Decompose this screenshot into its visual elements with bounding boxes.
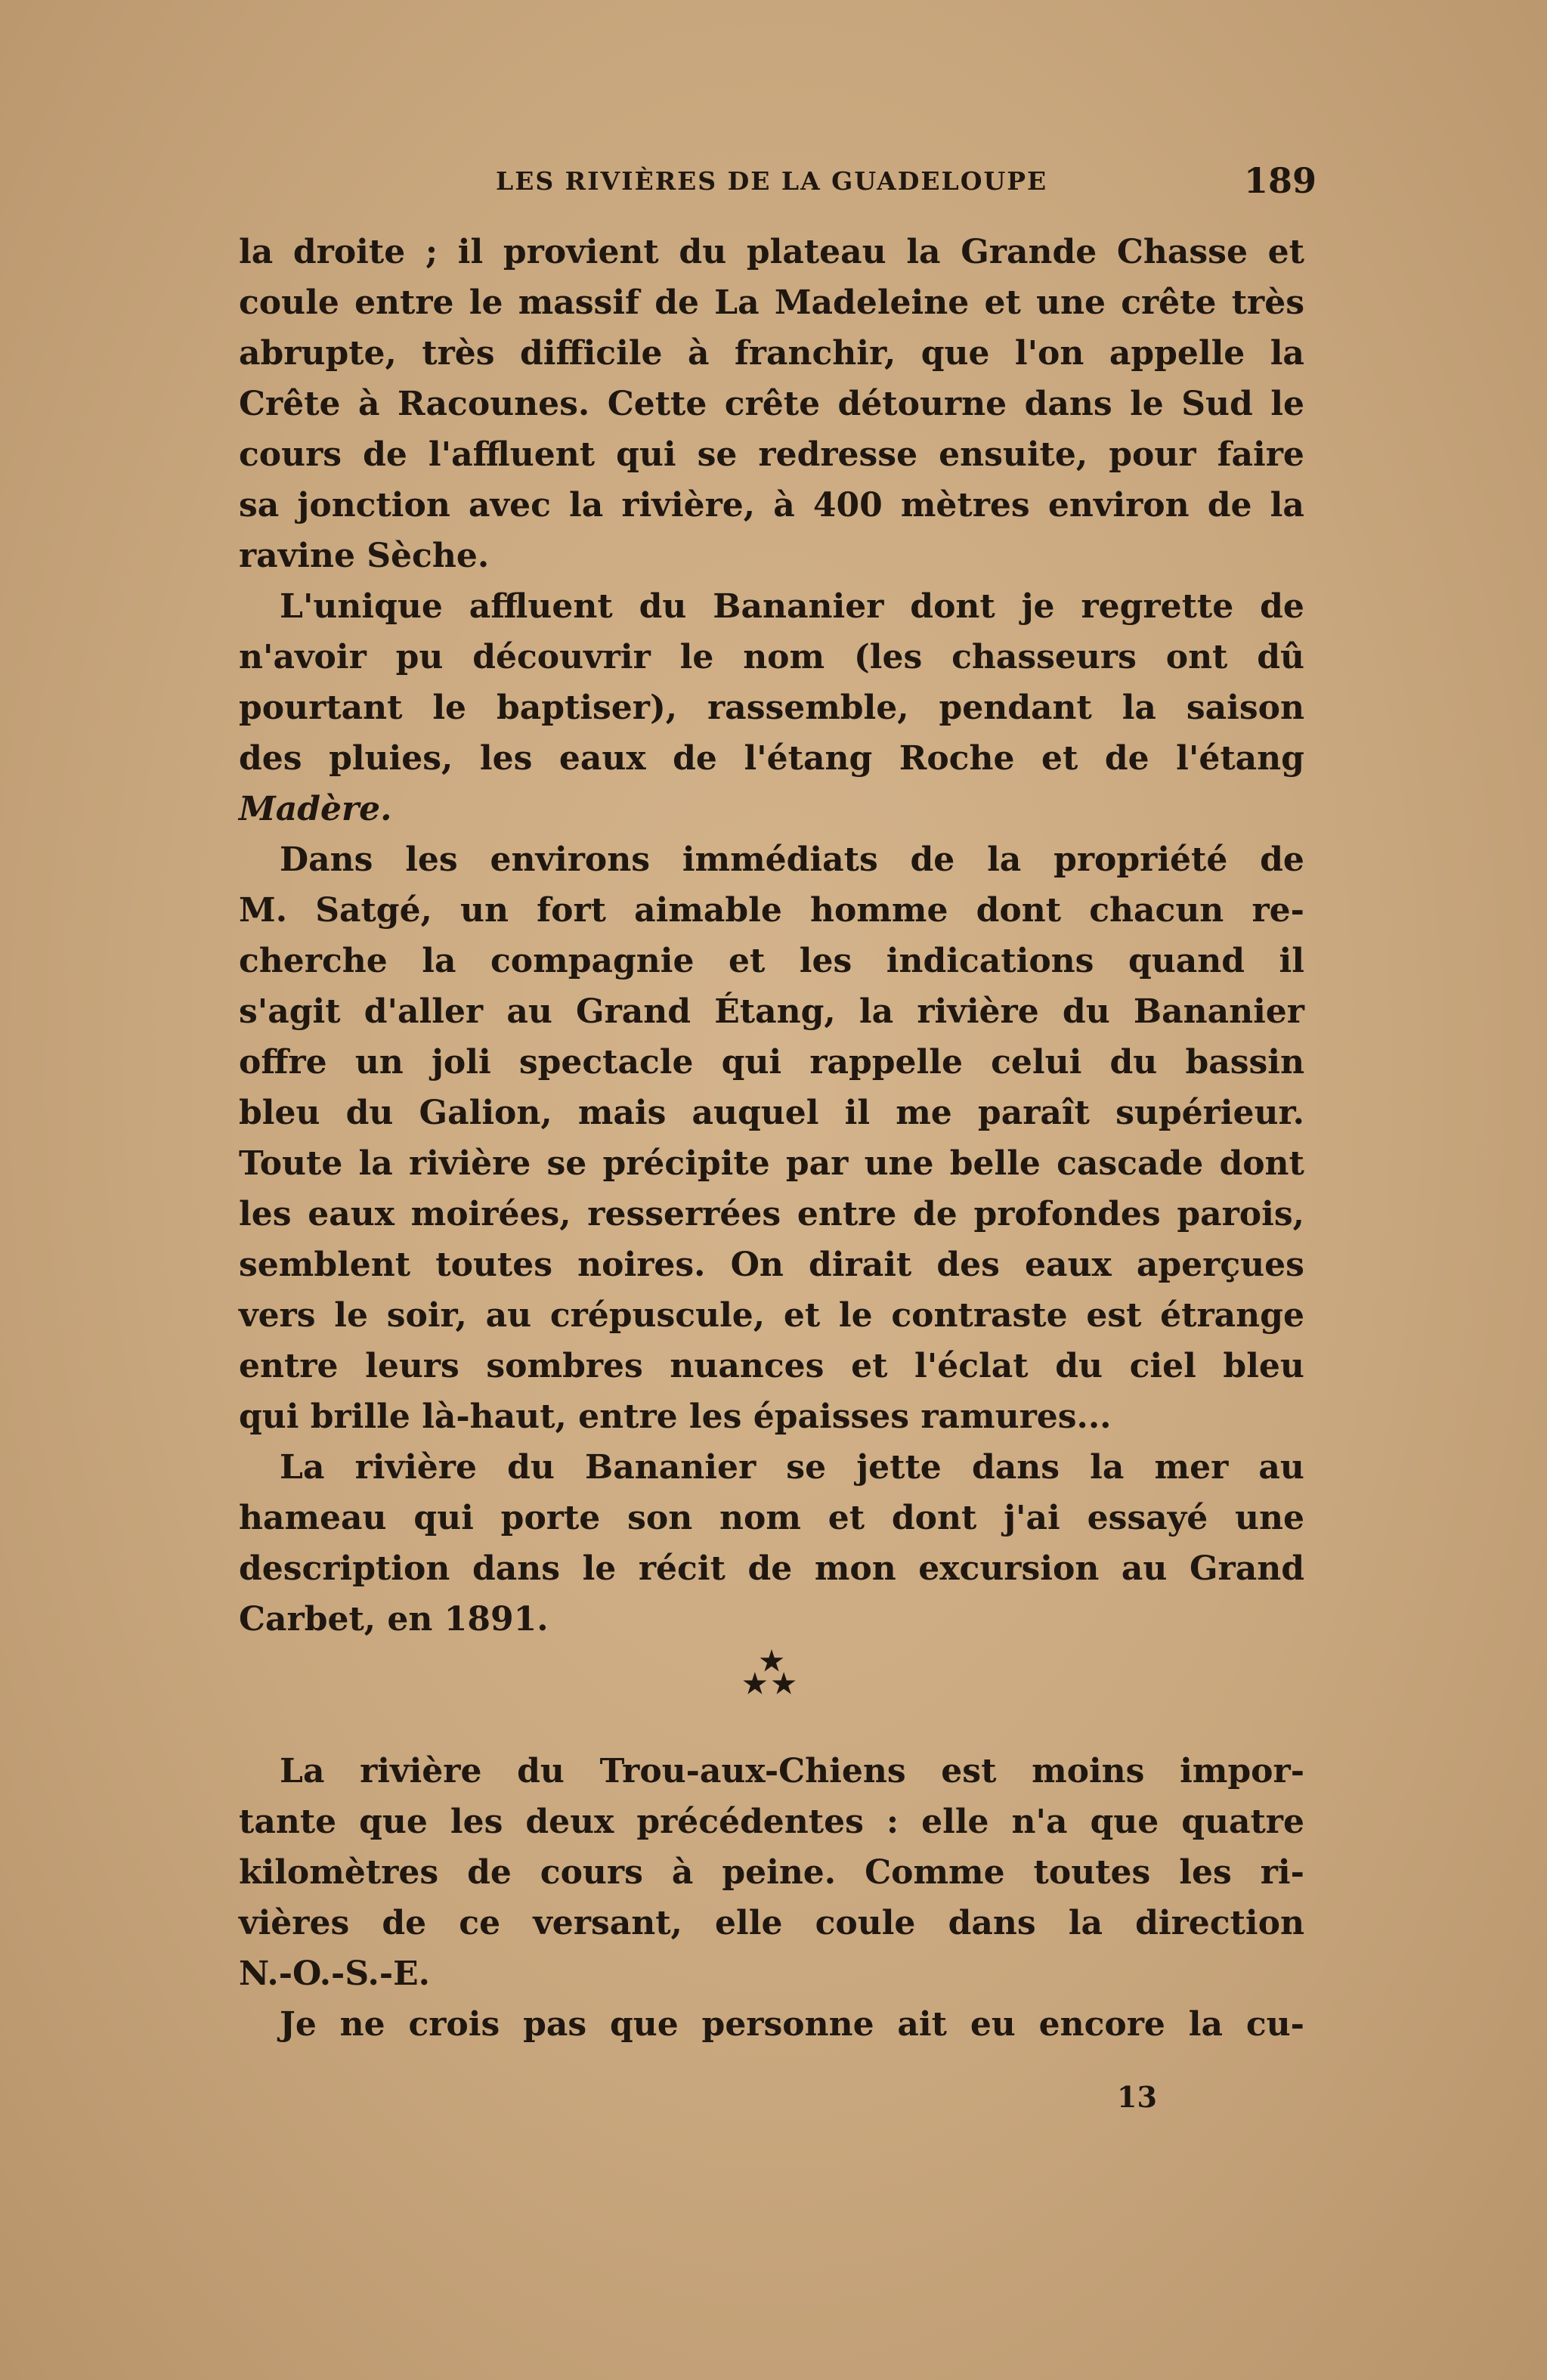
text-line: qui brille là-haut, entre les épaisses ramures... <box>239 1397 1112 1436</box>
text-line: cours de l'affluent qui se redresse ensuite, pour faire <box>239 435 1304 474</box>
text-line: M. Satgé, un fort aimable homme dont chacun re- <box>239 891 1304 930</box>
page-header <box>239 160 1316 203</box>
text-line: Crête à Racounes. Cette crête détourne dans le Sud le <box>239 385 1304 423</box>
text-line: tante que les deux précédentes : elle n'a que quatre <box>239 1803 1304 1841</box>
paragraph-start: Dans les environs immédiats de la propriété de <box>280 840 1304 879</box>
text-line: Carbet, en 1891. <box>239 1600 549 1639</box>
text-line: cherche la compagnie et les indications quand il <box>239 942 1304 980</box>
text-line: n'avoir pu découvrir le nom (les chasseurs ont dû <box>239 638 1304 676</box>
text-line: s'agit d'aller au Grand Étang, la rivière du Bananier <box>239 992 1304 1031</box>
text-line: Toute la rivière se précipite par une belle cascade dont <box>239 1144 1304 1183</box>
text-line: offre un joli spectacle qui rappelle celui du bassin <box>239 1043 1304 1082</box>
text-line: description dans le récit de mon excursion au Grand <box>239 1549 1304 1588</box>
star-icon: ★★ <box>742 1668 801 1700</box>
star-icon: ★ <box>759 1645 784 1677</box>
asterism-separator <box>239 1645 1304 1746</box>
text-line: la droite ; il provient du plateau la Grande Chasse et <box>239 233 1304 271</box>
text-line: semblent toutes noires. On dirait des eaux aperçues <box>239 1246 1304 1284</box>
text-line: kilomètres de cours à peine. Comme toutes les ri- <box>239 1853 1304 1892</box>
paragraph-start: Je ne crois pas que personne ait eu encore la cu- <box>280 2005 1304 2044</box>
text-line: bleu du Galion, mais auquel il me paraît supérieur. <box>239 1094 1304 1132</box>
signature-mark: 13 <box>1117 2080 1157 2114</box>
text-line: des pluies, les eaux de l'étang Roche et de l'étang <box>239 739 1304 778</box>
text-line: pourtant le baptiser), rassemble, pendant la saison <box>239 689 1304 727</box>
paragraph-start: La rivière du Bananier se jette dans la mer au <box>280 1448 1304 1487</box>
paragraph-start: La rivière du Trou-aux-Chiens est moins impor- <box>280 1752 1304 1790</box>
text-line: vers le soir, au crépuscule, et le contraste est étrange <box>239 1296 1304 1335</box>
text-line: hameau qui porte son nom et dont j'ai essayé une <box>239 1499 1304 1537</box>
text-line: Madère. <box>239 790 392 828</box>
text-line: ravine Sèche. <box>239 537 490 575</box>
text-line: entre leurs sombres nuances et l'éclat du ciel bleu <box>239 1347 1304 1385</box>
text-line: coule entre le massif de La Madeleine et une crête très <box>239 283 1304 322</box>
text-line: vières de ce versant, elle coule dans la direction <box>239 1904 1304 1942</box>
text-line: sa jonction avec la rivière, à 400 mètres environ de la <box>239 486 1304 525</box>
text-line: les eaux moirées, resserrées entre de profondes parois, <box>239 1195 1304 1233</box>
text-line: N.-O.-S.-E. <box>239 1954 430 1993</box>
body-text <box>239 227 1304 2050</box>
running-title: LES RIVIÈRES DE LA GUADELOUPE <box>496 166 1048 196</box>
text-line: abrupte, très difficile à franchir, que l'on appelle la <box>239 334 1304 373</box>
page-number: 189 <box>1243 160 1316 201</box>
paragraph-start: L'unique affluent du Bananier dont je regrette de <box>280 587 1304 626</box>
